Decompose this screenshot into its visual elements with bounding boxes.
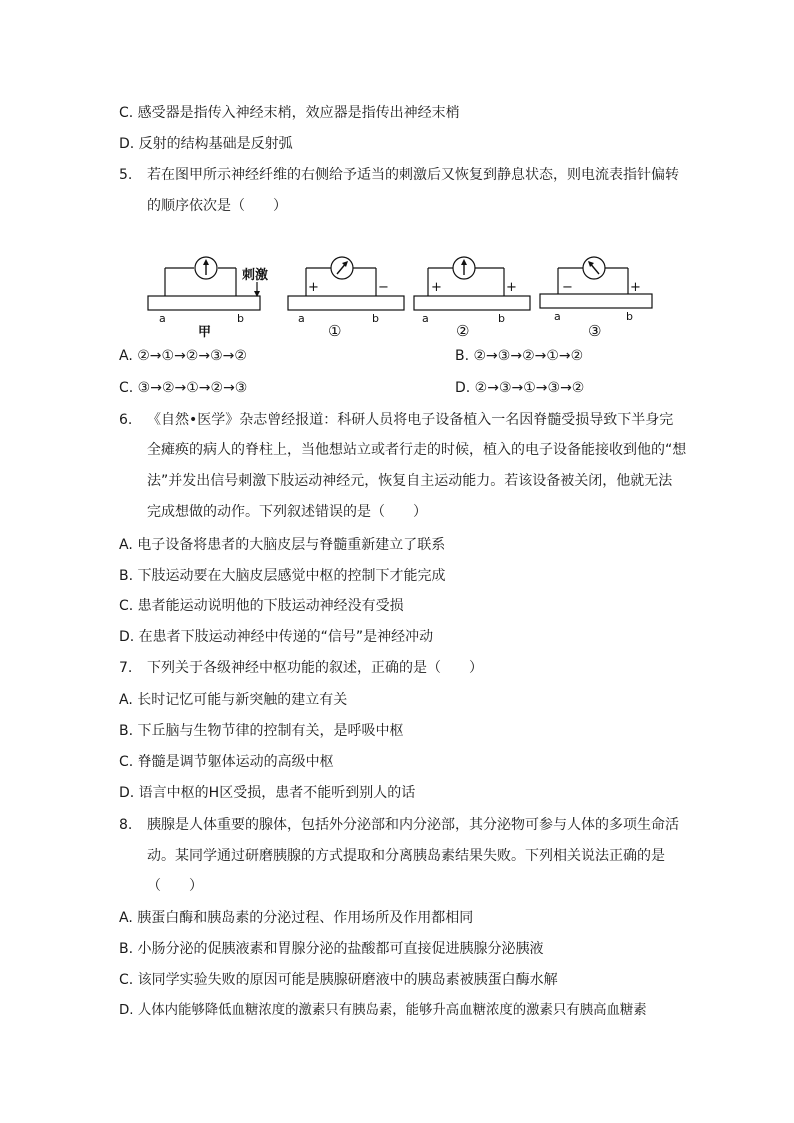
figure-3 — [536, 258, 664, 340]
q5-option-c: C. ③→②→①→②→③ — [119, 380, 248, 396]
q6-stem-line1: 《自然•医学》杂志曾经报道：科研人员将电子设备植入一名因脊髓受损导致下半身完 — [147, 412, 674, 428]
q8-option-b: B. 小肠分泌的促胰液素和胃腺分泌的盐酸都可直接促进胰腺分泌胰液 — [119, 941, 544, 957]
polarity-right: + — [630, 280, 641, 295]
label-a: a — [298, 312, 305, 325]
q8-option-d: D. 人体内能够降低血糖浓度的激素只有胰岛素，能够升高血糖浓度的激素只有胰高血糖素 — [119, 1003, 647, 1018]
polarity-right: + — [506, 280, 517, 295]
label-a: a — [422, 312, 429, 325]
q5-option-b: B. ②→③→②→①→② — [455, 348, 584, 364]
q5-stem-line2: 的顺序依次是（ ） — [147, 198, 287, 214]
q8-option-c: C. 该同学实验失败的原因可能是胰腺研磨液中的胰岛素被胰蛋白酶水解 — [119, 972, 558, 988]
q5-option-a: A. ②→①→②→③→② — [119, 348, 247, 364]
q6-option-a: A. 电子设备将患者的大脑皮层与脊髓重新建立了联系 — [119, 537, 446, 553]
q6-option-c: C. 患者能运动说明他的下肢运动神经没有受损 — [119, 598, 404, 614]
q7-option-a: A. 长时记忆可能与新突触的建立有关 — [119, 692, 348, 708]
q8-stem-line3: （ ） — [147, 878, 203, 894]
q8-stem-line2: 动。某同学通过研磨胰腺的方式提取和分离胰岛素结果失败。下列相关说法正确的是 — [147, 848, 665, 864]
stimulus-label: 刺激 — [242, 268, 269, 283]
q7-number: 7. — [119, 660, 133, 676]
q8-stem-line1: 胰腺是人体重要的腺体，包括外分泌部和内分泌部，其分泌物可参与人体的多项生命活 — [147, 817, 679, 833]
label-b: b — [626, 310, 633, 323]
figure-jia — [140, 258, 280, 340]
q7-option-b: B. 下丘脑与生物节律的控制有关，是呼吸中枢 — [119, 723, 404, 739]
label-a: a — [554, 310, 561, 323]
q4-option-c: C. 感受器是指传入神经末梢，效应器是指传出神经末梢 — [119, 105, 460, 121]
polarity-left: + — [431, 280, 442, 295]
q7-stem: 下列关于各级神经中枢功能的叙述，正确的是（ ） — [147, 660, 483, 676]
figure-2 — [410, 258, 538, 340]
label-b: b — [237, 312, 244, 325]
q7-option-d: D. 语言中枢的H区受损，患者不能听到别人的话 — [119, 785, 416, 801]
q6-option-d: D. 在患者下肢运动神经中传递的“信号”是神经冲动 — [119, 629, 434, 645]
q5-option-d: D. ②→③→①→③→② — [455, 380, 585, 396]
polarity-right: − — [378, 280, 389, 295]
label-a: a — [159, 312, 166, 325]
figure-1 — [284, 258, 412, 340]
q6-option-b: B. 下肢运动要在大脑皮层感觉中枢的控制下才能完成 — [119, 568, 446, 584]
figure-caption: ② — [456, 322, 470, 340]
q6-stem-line4: 完成想做的动作。下列叙述错误的是（ ） — [147, 504, 427, 520]
figure-caption: ① — [328, 322, 342, 340]
q4-option-d: D. 反射的结构基础是反射弧 — [119, 136, 293, 152]
q6-number: 6. — [119, 412, 133, 428]
polarity-left: − — [562, 280, 573, 295]
q6-stem-line2: 全瘫痪的病人的脊柱上，当他想站立或者行走的时候，植入的电子设备能接收到他的“想 — [147, 442, 687, 458]
q5-figures — [140, 258, 660, 340]
q5-stem-line1: 若在图甲所示神经纤维的右侧给予适当的刺激后又恢复到静息状态，则电流表指针偏转 — [147, 167, 679, 183]
figure-caption: 甲 — [198, 325, 212, 340]
label-b: b — [498, 312, 505, 325]
q6-stem-line3: 法”并发出信号刺激下肢运动神经元，恢复自主运动能力。若该设备被关闭，他就无法 — [147, 473, 673, 489]
q7-option-c: C. 脊髓是调节躯体运动的高级中枢 — [119, 754, 334, 770]
q8-number: 8. — [119, 817, 133, 833]
polarity-left: + — [308, 280, 319, 295]
q8-option-a: A. 胰蛋白酶和胰岛素的分泌过程、作用场所及作用都相同 — [119, 910, 474, 926]
figure-caption: ③ — [588, 322, 602, 340]
label-b: b — [372, 312, 379, 325]
q5-number: 5. — [119, 167, 133, 183]
